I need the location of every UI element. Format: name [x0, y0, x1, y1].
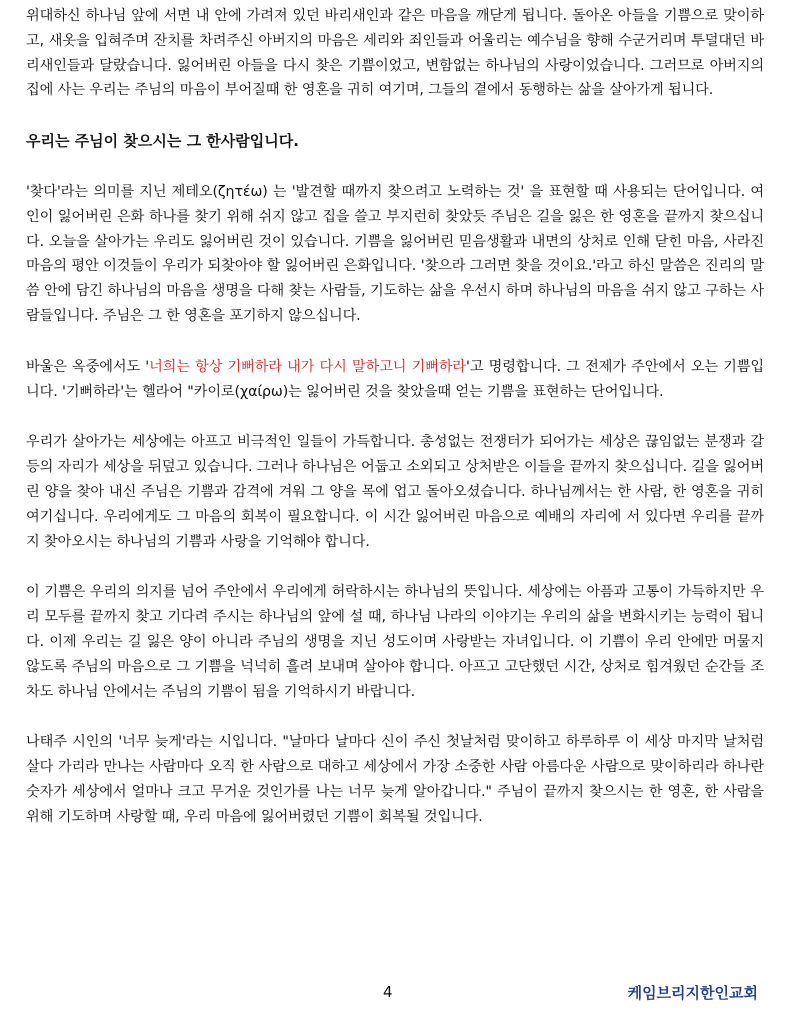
section-heading: 우리는 주님이 찾으시는 그 한사람입니다.	[26, 132, 299, 151]
paragraph-3-rest: '고 명령합니다. 그 전제가 주안에서 오는 기쁨입니다. '기뻐하라'는 헬라어 "카이로(χαίρω)는 잃어버린 것을 찾았을때 얻는 기쁨을 표현하는 단어입니다.	[26, 358, 764, 400]
paragraph-gap	[26, 404, 764, 430]
document-body	[26, 4, 764, 830]
paragraph-gap	[26, 154, 764, 180]
paragraph-3	[26, 355, 764, 405]
paragraph-gap	[26, 103, 764, 129]
paragraph-4: 우리가 살아가는 세상에는 아프고 비극적인 일들이 가득합니다. 총성없는 전쟁터가 되어가는 세상은 끊임없는 분쟁과 갈등의 자리가 세상을 뒤덮고 있습니다. 그러나 하나님은 어둡고 소외되고 상처받은 이들을 끝까지 찾으십니다. 길을 잃어버린 양을 찾아 내신 주님은 기쁨과 감격에 겨워 그 양을 목에 업고 돌아오셨습니다. 하나님께서는 한 사람, 한 영혼을 귀히 여기십니다. 우리에게도 그 마음의 회복이 필요합니다. 이 시간 잃어버린 마음으로 예배의 자리에 서 있다면 우리를 끝까지 찾아오시는 하나님의 기쁨과 사랑을 기억해야 합니다.	[26, 434, 764, 550]
church-name-footer: 케임브리지한인교회	[627, 984, 758, 1002]
paragraph-1: 위대하신 하나님 앞에 서면 내 안에 가려져 있던 바리새인과 같은 마음을 깨닫게 됩니다. 돌아온 아들을 기쁨으로 맞이하고, 새옷을 입혀주며 잔치를 차려주신 아버지의 마음은 세리와 죄인들과 어울리는 예수님을 향해 수군거리며 투덜대던 바리새인들과 달랐습니다. 잃어버린 아들을 다시 찾은 기쁨이었고, 변함없는 하나님의 사랑이었습니다. 그러므로 아버지의 집에 사는 우리는 주님의 마음이 부어질때 한 영혼을 귀히 여기며, 그들의 곁에서 동행하는 삶을 살아가게 됩니다.	[26, 8, 764, 99]
paragraph-gap	[26, 329, 764, 355]
paragraph-gap	[26, 704, 764, 730]
paragraph-5: 이 기쁨은 우리의 의지를 넘어 주안에서 우리에게 허락하시는 하나님의 뜻입니다. 세상에는 아픔과 고통이 가득하지만 우리 모두를 끝까지 찾고 기다려 주시는 하나님의 앞에 설 때, 하나님 나라의 이야기는 우리의 삶을 변화시키는 능력이 됩니다. 이제 우리는 길 잃은 양이 아니라 주님의 생명을 지닌 성도이며 사랑받는 자녀입니다. 이 기쁨이 우리 안에만 머물지 않도록 주님의 마음으로 그 기쁨을 넉넉히 흘려 보내며 살아야 합니다. 아프고 고단했던 시간, 상처로 힘겨웠던 순간들 조차도 하나님 안에서는 주님의 기쁨이 됨을 기억하시기 바랍니다.	[26, 584, 764, 700]
paragraph-gap	[26, 554, 764, 580]
page-number: 4	[383, 983, 393, 1001]
paragraph-3-lead: 바울은 옥중에서도 '	[26, 358, 150, 375]
paragraph-2: '찾다'라는 의미를 지닌 제테오(ζητέω) 는 '발견할 때까지 찾으려고 노력하는 것' 을 표현할 때 사용되는 단어입니다. 여인이 잃어버린 은화 하나를 찾기 위해 쉬지 않고 집을 쓸고 부지런히 찾았듯 주님은 길을 잃은 한 영혼을 끝까지 찾으십니다. 오늘을 살아가는 우리도 잃어버린 것이 있습니다. 기쁨을 잃어버린 믿음생활과 내면의 상처로 인해 닫힌 마음, 사라진 마음의 평안 이것들이 우리가 되찾아야 할 잃어버린 은화입니다. '찾으라 그러면 찾을 것이요.'라고 하신 말씀은 진리의 말씀 안에 담긴 하나님의 마음을 생명을 다해 찾는 사람들, 기도하는 삶을 우선시 하며 하나님의 마음을 쉬지 않고 구하는 사람들입니다. 주님은 그 한 영혼을 포기하지 않으십니다.	[26, 183, 764, 324]
paragraph-6: 나태주 시인의 '너무 늦게'라는 시입니다. "날마다 날마다 신이 주신 첫날처럼 맞이하고 하루하루 이 세상 마지막 날처럼 살다 가리라 만나는 사람마다 오직 한 사람으로 대하고 세상에서 가장 소중한 사람 아름다운 사람으로 맞이하리라 하나란 숫자가 세상에서 얼마나 크고 무거운 것인가를 나는 너무 늦게 알아갑니다." 주님이 끝까지 찾으시는 한 영혼, 한 사람을 위해 기도하며 사랑할 때, 우리 마음에 잃어버렸던 기쁨이 회복될 것입니다.	[26, 734, 764, 825]
scripture-quote-highlight: 너희는 항상 기뻐하라 내가 다시 말하고니 기뻐하라	[149, 358, 467, 375]
